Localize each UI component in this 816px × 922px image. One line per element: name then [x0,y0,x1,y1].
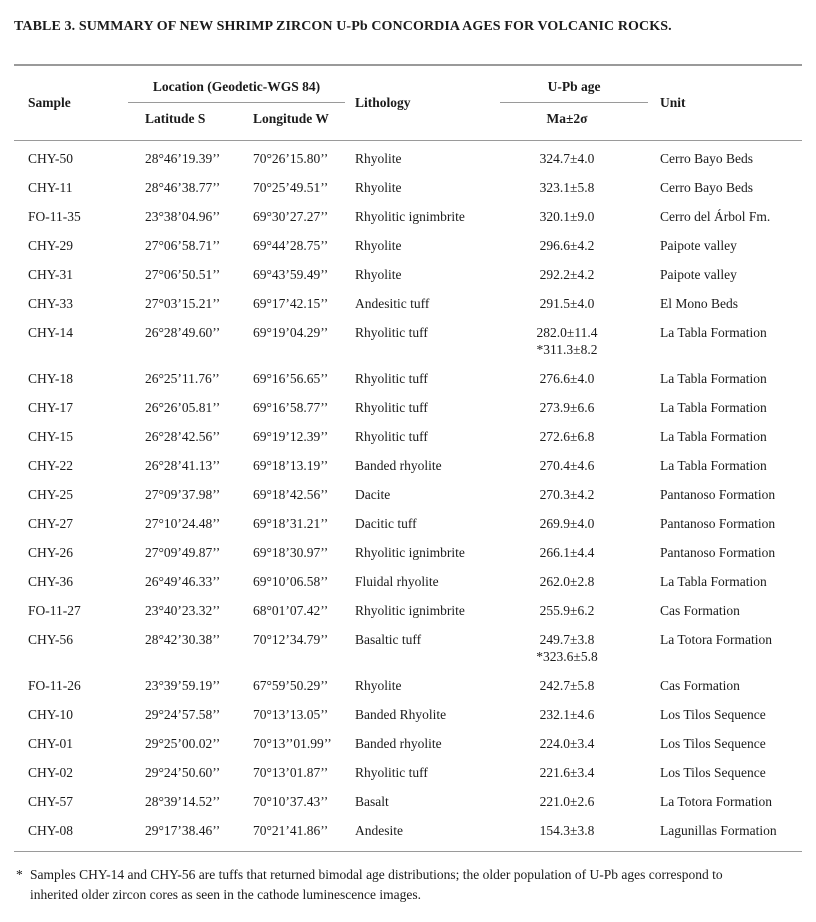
cell-age: 292.2±4.2 [539,267,595,282]
cell-lithology: Rhyolitic tuff [355,371,428,386]
cell-unit: La Tabla Formation [660,458,767,473]
cell-age: 324.7±4.0 [539,151,595,166]
cell-age: 269.9±4.0 [539,516,595,531]
cell-sample: CHY-01 [28,736,74,751]
cell-unit: Cas Formation [660,603,740,618]
cell-latitude: 26°28’49.60’’ [145,325,221,340]
cell-sample: CHY-26 [28,545,74,560]
table-row [14,423,802,452]
cell-lithology: Rhyolitic tuff [355,400,428,415]
age-line: 282.0±11.4 [536,325,598,340]
header-age-unit: Ma±2σ [546,111,588,126]
cell-sample: FO-11-26 [28,678,81,693]
cell-latitude: 27°10’24.48’’ [145,516,221,531]
cell-latitude: 26°28’41.13’’ [145,458,221,473]
cell-lithology: Rhyolite [355,678,402,693]
cell-latitude: 26°25’11.76’’ [145,371,220,386]
cell-unit: Cerro Bayo Beds [660,151,753,166]
cell-age [492,319,642,365]
cell-sample: CHY-18 [28,371,74,386]
cell-latitude: 28°46’38.77’’ [145,180,221,195]
footnote [14,865,802,905]
header-sample: Sample [28,95,71,110]
table-row [14,672,802,701]
cell-sample: CHY-36 [28,574,74,589]
cell-latitude: 28°39’14.52’’ [145,794,221,809]
cell-lithology: Rhyolite [355,267,402,282]
cell-age: 262.0±2.8 [539,574,595,589]
cell-longitude: 69°18’31.21’’ [253,516,329,531]
cell-unit: Pantanoso Formation [660,487,776,502]
age-line: *323.6±5.8 [536,649,598,664]
cell-unit: Los Tilos Sequence [660,736,766,751]
cell-lithology: Rhyolite [355,151,402,166]
cell-lithology: Banded Rhyolite [355,707,447,722]
header-age-label: U-Pb age [500,66,648,103]
cell-latitude: 29°24’50.60’’ [145,765,221,780]
table-row [14,174,802,203]
cell-sample: CHY-08 [14,817,140,852]
header-longitude: Longitude W [253,111,329,126]
cell-longitude: 69°16’56.65’’ [253,371,329,386]
cell-age: 255.9±6.2 [539,603,595,618]
cell-age: 242.7±5.8 [539,678,595,693]
cell-latitude: 27°09’49.87’’ [145,545,221,560]
cell-longitude: 69°43’59.49’’ [253,267,329,282]
cell-unit: Cerro del Árbol Fm. [660,209,771,224]
cell-sample: CHY-57 [28,794,74,809]
cell-latitude: 28°42’30.38’’ [145,632,221,647]
cell-latitude: 28°46’19.39’’ [145,151,221,166]
table-row [14,290,802,319]
cell-longitude: 70°21’41.86’’ [250,817,350,852]
cell-age: 291.5±4.0 [539,296,595,311]
cell-age: 221.6±3.4 [539,765,595,780]
cell-sample: CHY-56 [28,632,74,647]
cell-age: 224.0±3.4 [539,736,595,751]
cell-latitude: 26°26’05.81’’ [145,400,221,415]
cell-latitude: 26°28’42.56’’ [145,429,221,444]
cell-age: 320.1±9.0 [539,209,595,224]
footnote-text [30,865,802,905]
cell-unit: La Tabla Formation [660,429,767,444]
table-row [14,452,802,481]
cell-sample: CHY-10 [28,707,74,722]
cell-latitude: 29°17’38.46’’ [140,817,250,852]
cell-longitude: 67°59’50.29’’ [253,678,329,693]
cell-latitude: 23°38’04.96’’ [145,209,221,224]
table-row [14,597,802,626]
cell-longitude: 69°16’58.77’’ [253,400,329,415]
header-location-label: Location (Geodetic-WGS 84) [128,66,345,103]
table-row [14,394,802,423]
cell-sample: CHY-02 [28,765,74,780]
cell-sample: FO-11-27 [28,603,81,618]
cell-longitude: 70°26’15.80’’ [253,151,329,166]
cell-longitude: 69°18’30.97’’ [253,545,329,560]
concordia-ages-table [14,64,802,852]
age-line: *311.3±8.2 [536,342,598,357]
cell-longitude: 70°12’34.79’’ [253,632,329,647]
cell-longitude: 70°13’01.87’’ [253,765,329,780]
cell-unit: La Totora Formation [660,794,773,809]
cell-longitude: 69°17’42.15’’ [253,296,329,311]
age-line: 249.7±3.8 [539,632,595,647]
cell-sample: CHY-15 [28,429,74,444]
table-title: TABLE 3. SUMMARY OF NEW SHRIMP ZIRCON U-Pb CONCORDIA AGES FOR VOLCANIC ROCKS. [14,19,672,34]
cell-unit: Cerro Bayo Beds [660,180,753,195]
cell-longitude: 69°18’13.19’’ [253,458,329,473]
cell-latitude: 27°03’15.21’’ [145,296,221,311]
cell-unit: Los Tilos Sequence [660,765,766,780]
cell-longitude: 69°18’42.56’’ [253,487,329,502]
cell-latitude: 27°06’58.71’’ [145,238,221,253]
cell-longitude: 69°10’06.58’’ [253,574,329,589]
header-age-group [492,65,642,103]
cell-lithology: Dacite [355,487,391,502]
cell-sample: CHY-17 [28,400,74,415]
cell-lithology: Basalt [355,794,389,809]
cell-longitude: 69°19’12.39’’ [253,429,329,444]
header-latitude: Latitude S [145,111,206,126]
table-row [14,141,802,175]
table-row [14,817,802,852]
cell-age: 221.0±2.6 [539,794,595,809]
cell-longitude: 70°25’49.51’’ [253,180,329,195]
cell-age: 270.3±4.2 [539,487,595,502]
cell-longitude: 70°13’’01.99’’ [253,736,332,751]
cell-longitude: 69°44’28.75’’ [253,238,329,253]
cell-latitude: 29°25’00.02’’ [145,736,221,751]
table-row [14,626,802,672]
table-row [14,232,802,261]
cell-longitude: 70°13’13.05’’ [253,707,329,722]
table-row [14,319,802,365]
cell-latitude: 27°09’37.98’’ [145,487,221,502]
cell-unit: El Mono Beds [660,296,739,311]
cell-sample: CHY-14 [28,325,74,340]
cell-age: 323.1±5.8 [539,180,595,195]
cell-unit: La Tabla Formation [660,400,767,415]
cell-age: 154.3±3.8 [492,817,642,852]
footnote-line-2: inherited older zircon cores as seen in the cathode luminescence images. [30,887,421,902]
table-row [14,539,802,568]
cell-lithology: Rhyolitic ignimbrite [355,603,465,618]
cell-latitude: 23°39’59.19’’ [145,678,221,693]
cell-unit: La Tabla Formation [660,325,767,340]
table-row [14,481,802,510]
cell-latitude: 23°40’23.32’’ [145,603,221,618]
cell-sample: CHY-27 [28,516,74,531]
table-row [14,788,802,817]
cell-age: 232.1±4.6 [539,707,595,722]
cell-lithology: Fluidal rhyolite [355,574,439,589]
cell-age: 270.4±4.6 [539,458,595,473]
cell-sample: CHY-33 [28,296,74,311]
cell-lithology: Banded rhyolite [355,736,442,751]
table-row [14,261,802,290]
table-header [14,65,802,141]
cell-longitude: 69°19’04.29’’ [253,325,329,340]
cell-lithology: Rhyolitic ignimbrite [355,545,465,560]
cell-lithology: Dacitic tuff [355,516,417,531]
cell-sample: CHY-29 [28,238,74,253]
cell-lithology: Banded rhyolite [355,458,442,473]
cell-lithology: Rhyolitic ignimbrite [355,209,465,224]
cell-unit: Paipote valley [660,267,737,282]
footnote-line-1: Samples CHY-14 and CHY-56 are tuffs that returned bimodal age distributions; the older population of U-Pb ages correspond to [30,867,723,882]
cell-latitude: 27°06’50.51’’ [145,267,221,282]
table-row [14,568,802,597]
cell-sample: CHY-22 [28,458,74,473]
cell-age: 273.9±6.6 [539,400,595,415]
header-lithology: Lithology [355,95,411,110]
cell-unit: La Tabla Formation [660,574,767,589]
cell-sample: CHY-50 [28,151,74,166]
cell-lithology: Andesitic tuff [355,296,430,311]
cell-unit: La Tabla Formation [660,371,767,386]
cell-longitude: 68°01’07.42’’ [253,603,329,618]
table-row [14,203,802,232]
cell-lithology: Andesite [350,817,492,852]
table-row [14,759,802,788]
cell-latitude: 26°49’46.33’’ [145,574,221,589]
cell-lithology: Basaltic tuff [355,632,422,647]
table-row [14,365,802,394]
cell-longitude: 70°10’37.43’’ [253,794,329,809]
cell-unit: Paipote valley [660,238,737,253]
footnote-marker: * [16,867,23,882]
table-row [14,701,802,730]
cell-lithology: Rhyolitic tuff [355,325,428,340]
cell-age: 266.1±4.4 [539,545,595,560]
cell-age: 272.6±6.8 [539,429,595,444]
cell-age: 276.6±4.0 [539,371,595,386]
cell-latitude: 29°24’57.58’’ [145,707,221,722]
table-row [14,730,802,759]
cell-lithology: Rhyolite [355,180,402,195]
cell-sample: CHY-31 [28,267,74,282]
cell-sample: CHY-11 [28,180,73,195]
cell-sample: CHY-25 [28,487,74,502]
table-row [14,510,802,539]
header-unit: Unit [660,95,686,110]
header-location-group [140,65,350,103]
cell-sample: FO-11-35 [28,209,81,224]
cell-unit: Pantanoso Formation [660,545,776,560]
cell-lithology: Rhyolite [355,238,402,253]
cell-lithology: Rhyolitic tuff [355,765,428,780]
cell-age: 296.6±4.2 [539,238,595,253]
table-body [14,141,802,852]
cell-unit: Cas Formation [660,678,740,693]
cell-unit: Pantanoso Formation [660,516,776,531]
cell-age [492,626,642,672]
cell-unit: La Totora Formation [660,632,773,647]
cell-unit: Lagunillas Formation [642,817,802,852]
cell-lithology: Rhyolitic tuff [355,429,428,444]
cell-longitude: 69°30’27.27’’ [253,209,329,224]
cell-unit: Los Tilos Sequence [660,707,766,722]
